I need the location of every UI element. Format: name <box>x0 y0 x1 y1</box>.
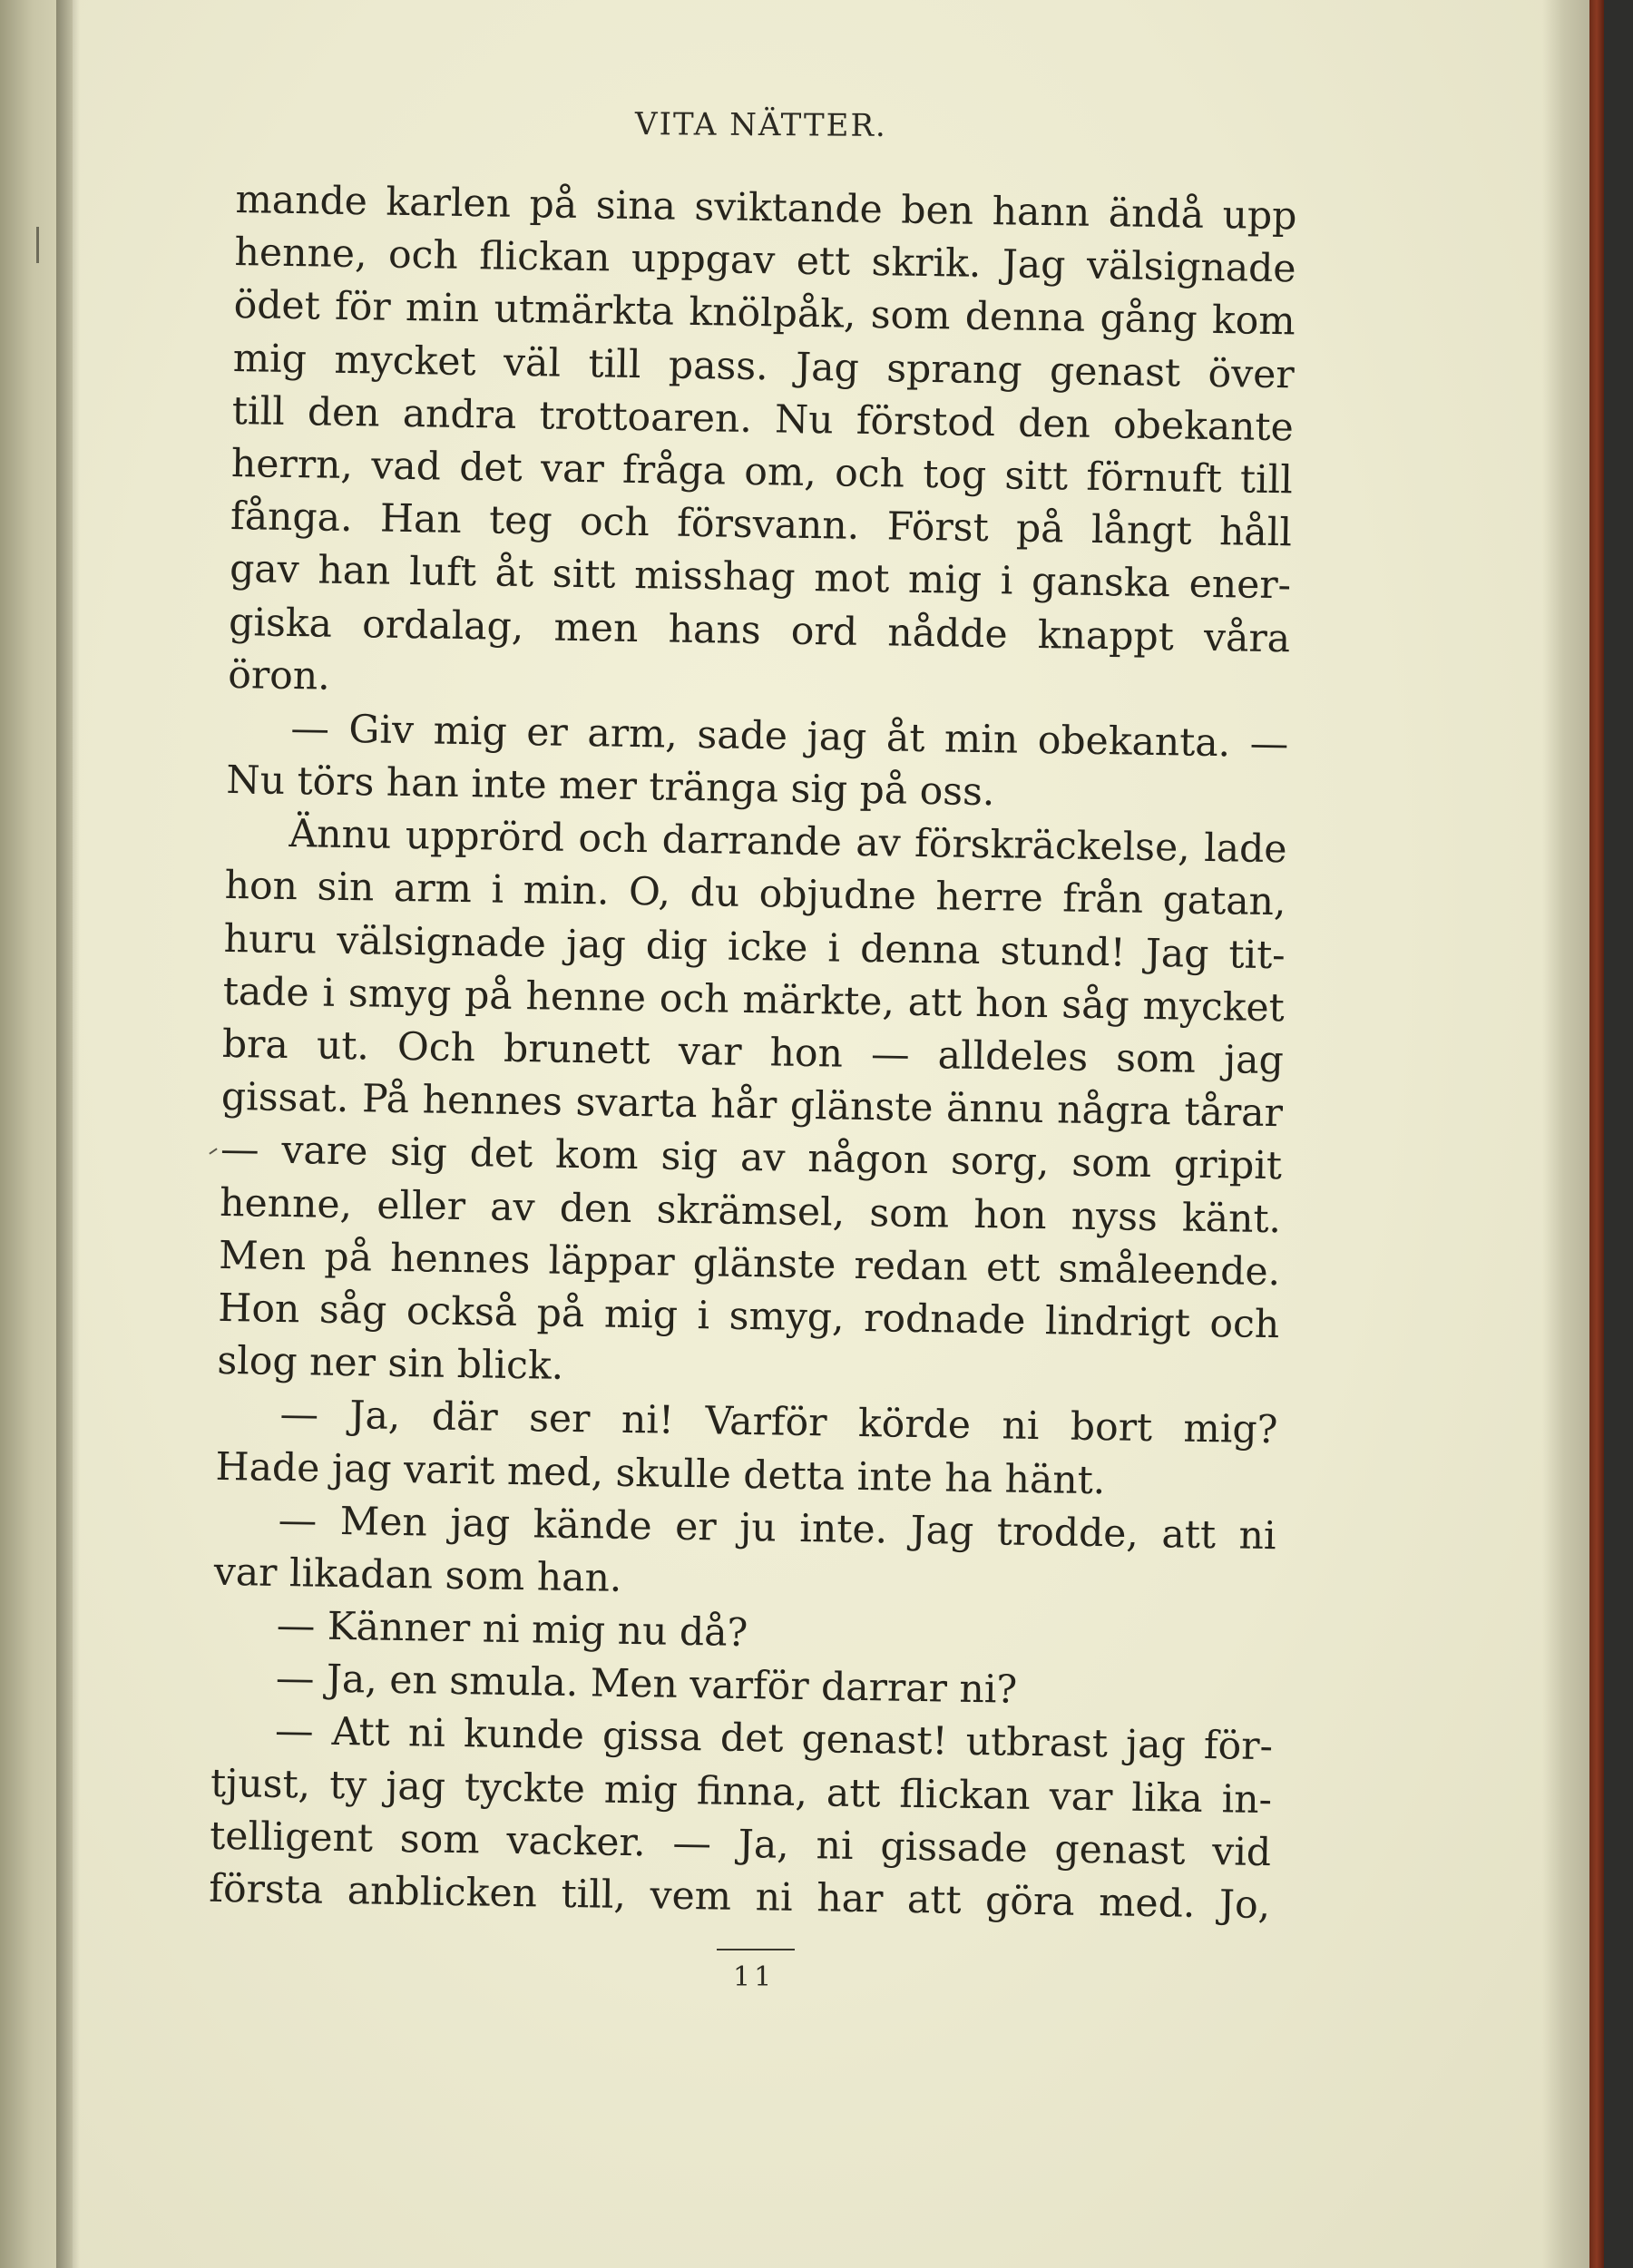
text-line: mig mycket väl till pass. Jag sprang genast över <box>232 336 1296 397</box>
body-text <box>209 174 1297 1932</box>
gutter-shadow <box>56 0 80 2268</box>
text-line: henne, eller av den skrämsel, som hon nyss känt. <box>219 1180 1282 1242</box>
text-line: herrn, vad det var fråga om, och tog sitt förnuft till <box>230 441 1294 503</box>
book-cover-edge <box>1589 0 1604 2268</box>
text-line: ödet för min utmärkta knölpåk, som denna gång kom <box>233 283 1296 345</box>
text-line: Men på hennes läppar glänste redan ett småleende. <box>218 1233 1281 1295</box>
text-line: tade i smyg på henne och märkte, att hon såg mycket <box>222 969 1286 1031</box>
text-line: — Giv mig er arm, sade jag åt min obekanta. — <box>290 706 1289 767</box>
text-line: — Ja, där ser ni! Varför körde ni bort mig? <box>279 1393 1278 1453</box>
text-line: Nu törs han inte mer tränga sig på oss. <box>226 758 995 816</box>
text-line: — Känner ni mig nu då? <box>276 1603 748 1657</box>
text-line: var likadan som han. <box>213 1549 622 1601</box>
text-line: gissat. På hennes svarta hår glänste ännu några tårar <box>220 1075 1284 1137</box>
text-line: Hade jag varit med, skulle detta inte ha hänt. <box>215 1444 1106 1503</box>
text-line: hon sin arm i min. O, du objudne herre från gatan, <box>224 864 1286 925</box>
page-edge-shadow <box>1542 0 1597 2268</box>
text-line: gav han luft åt sitt misshag mot mig i ganska ener- <box>229 547 1292 609</box>
text-line: — Att ni kunde gissa det genast! utbrast jag för- <box>274 1709 1274 1770</box>
text-line: Hon såg också på mig i smyg, rodnade lindrigt och <box>217 1286 1280 1348</box>
folio-rule <box>717 1949 795 1950</box>
running-head: VITA NÄTTER. <box>634 106 887 144</box>
text-line: — vare sig det kom sig av någon sorg, som gripit <box>220 1128 1283 1189</box>
text-line: bra ut. Och brunett var hon — alldeles som jag <box>221 1022 1285 1084</box>
text-line: fånga. Han teg och försvann. Först på långt håll <box>230 494 1293 556</box>
text-line: slog ner sin blick. <box>217 1338 564 1389</box>
text-line: mande karlen på sina sviktande ben hann ändå upp <box>235 177 1297 240</box>
text-line: telligent som vacker. — Ja, ni gissade genast vid <box>209 1813 1272 1875</box>
page-number: 11 <box>733 1961 776 1993</box>
text-line: giska ordalag, men hans ord nådde knappt våra <box>228 600 1291 661</box>
text-line: Ännu upprörd och darrande av förskräckelse, lade <box>288 812 1287 873</box>
text-line: öron. <box>227 652 331 699</box>
text-line: huru välsignade jag dig icke i denna stund! Jag tit- <box>223 916 1286 978</box>
text-line: tjust, ty jag tyckte mig finna, att flickan var lika in- <box>210 1761 1273 1823</box>
background-surface <box>1604 0 1633 2268</box>
text-line: henne, och flickan uppgav ett skrik. Jag välsignade <box>234 230 1296 292</box>
margin-mark <box>36 227 52 263</box>
text-line: till den andra trottoaren. Nu förstod den obekante <box>231 388 1295 451</box>
text-line: första anblicken till, vem ni har att göra med. Jo, <box>208 1866 1271 1929</box>
text-line: — Ja, en smula. Men varför darrar ni? <box>275 1657 1018 1713</box>
text-line: — Men jag kände er ju inte. Jag trodde, att ni <box>278 1498 1276 1559</box>
